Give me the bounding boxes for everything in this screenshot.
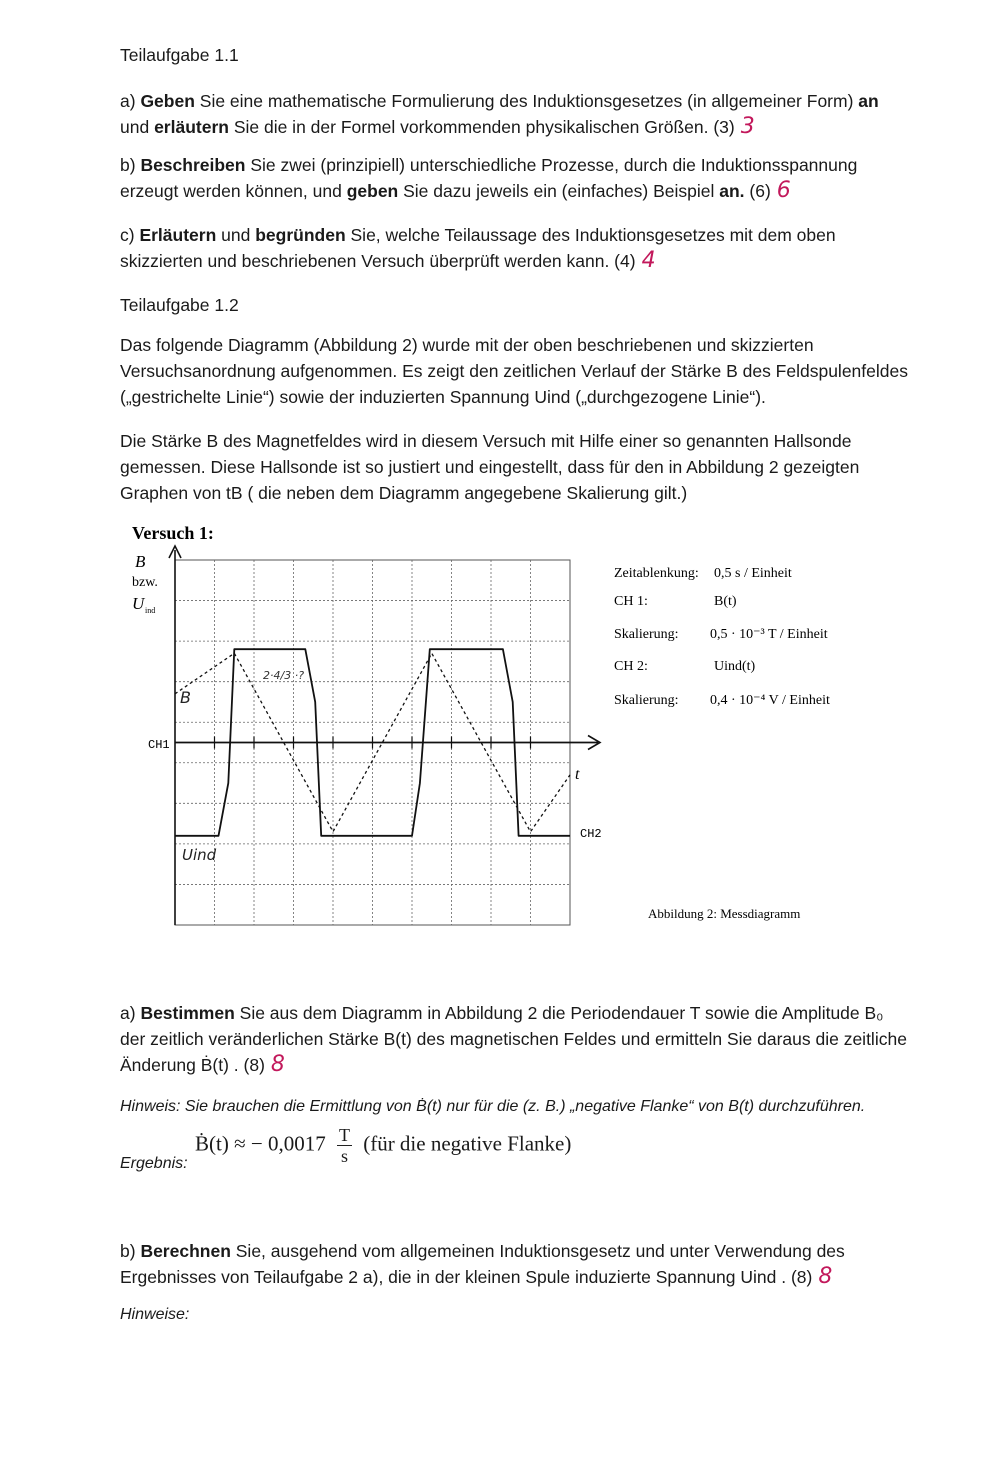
operator-word: Berechnen xyxy=(140,1241,231,1261)
question-text: (6) xyxy=(744,181,771,201)
question-text: und xyxy=(120,117,155,137)
y-axis-label-ind: ind xyxy=(145,606,156,615)
measurement-diagram xyxy=(120,515,860,935)
ch2-value: Uind(t) xyxy=(714,659,756,674)
time-label: Zeitablenkung: xyxy=(614,566,699,581)
operator-word: erläutern xyxy=(154,117,229,137)
question-text: Sie die in der Formel vorkommenden physikalischen Größen. (3) xyxy=(228,117,735,137)
operator-word: geben xyxy=(346,181,399,201)
question-prefix: b) xyxy=(120,155,141,175)
operator-word: Bestimmen xyxy=(140,1003,235,1023)
operator-word: Erläutern xyxy=(139,225,217,245)
question-prefix: b) xyxy=(120,1241,141,1261)
handwritten-label-uind: Uind xyxy=(182,846,217,864)
hint-text: Hinweis: Sie brauchen die Ermittlung von Ḃ(t) nur für die (z. B.) „negative Flanke“ von B(t) durchzuführen. xyxy=(120,1098,866,1115)
handwritten-score: 8 xyxy=(270,1052,285,1077)
ch1-name: CH 1: xyxy=(614,594,648,609)
question-1-2-b xyxy=(120,1238,910,1290)
x-axis-label: t xyxy=(575,766,580,783)
operator-word: Beschreiben xyxy=(140,155,246,175)
scale1-value: 0,5 · 10⁻³ T / Einheit xyxy=(710,627,828,642)
handwritten-score: 4 xyxy=(641,248,656,273)
unit-denominator: s xyxy=(340,1146,348,1166)
handwritten-score: 6 xyxy=(776,178,791,203)
chart-axes xyxy=(169,546,600,925)
y-axis-label-bzw: bzw. xyxy=(132,575,158,590)
oscilloscope-chart xyxy=(120,515,860,935)
handwritten-score: 3 xyxy=(740,114,755,139)
operator-word: an xyxy=(858,91,879,111)
result-unit-fraction xyxy=(337,1125,352,1166)
question-text: und xyxy=(216,225,256,245)
question-text: Sie, ausgehend vom allgemeinen Induktionsgesetz und unter Verwendung des Ergebnisses von Teilaufgabe 2 a), die in der kleinen Spule induzierte Spannung Uind . (8) xyxy=(120,1241,845,1287)
question-text: Sie zwei (prinzipiell) unterschiedliche Prozesse, durch die Induktionsspannung erzeugt werden können, und xyxy=(120,155,858,201)
y-axis-label-u: U xyxy=(132,594,145,613)
question-prefix: a) xyxy=(120,91,141,111)
handwritten-label-b: B xyxy=(180,688,191,707)
result-formula xyxy=(195,1125,571,1166)
heading-teilaufgabe-1-2: Teilaufgabe 1.2 xyxy=(120,295,239,315)
ch2-marker: CH2 xyxy=(580,827,602,841)
chart-title: Versuch 1: xyxy=(132,523,214,543)
scale1-label: Skalierung: xyxy=(614,627,679,642)
scale2-value: 0,4 · 10⁻⁴ V / Einheit xyxy=(710,693,830,708)
question-text: Sie eine mathematische Formulierung des Induktionsgesetzes (in allgemeiner Form) xyxy=(194,91,859,111)
question-1-2-a xyxy=(120,1000,910,1078)
ch1-marker: CH1 xyxy=(148,738,170,752)
operator-word: begründen xyxy=(255,225,346,245)
result-label: Ergebnis: xyxy=(120,1155,188,1172)
question-text: Sie, welche Teilaussage des Induktionsgesetzes mit dem oben skizzierten und beschriebenen Versuch überprüft werden kann. (4) xyxy=(120,225,836,271)
result-note: (für die negative Flanke) xyxy=(363,1131,572,1156)
question-text: Sie dazu jeweils ein (einfaches) Beispiel xyxy=(398,181,720,201)
channel-settings xyxy=(614,566,830,921)
unit-numerator: T xyxy=(338,1125,350,1145)
question-prefix: c) xyxy=(120,225,140,245)
question-prefix: a) xyxy=(120,1003,141,1023)
operator-word: an. xyxy=(719,181,745,201)
heading-teilaufgabe-1-1: Teilaufgabe 1.1 xyxy=(120,45,239,65)
question-1-1-b xyxy=(120,152,910,204)
scale2-label: Skalierung: xyxy=(614,693,679,708)
intro-paragraph-1: Das folgende Diagramm (Abbildung 2) wurde mit der oben beschriebenen und skizzierten Versuchsanordnung aufgenommen. Es zeigt den zeitlichen Verlauf der Stärke B des Feldspulenfeldes („gestrichelte Linie“) sowie der induzierten Spannung Uind („durchgezogene Linie“). xyxy=(120,335,908,407)
intro-paragraph-2: Die Stärke B des Magnetfeldes wird in diesem Versuch mit Hilfe einer so genannten Hallsonde gemessen. Diese Hallsonde ist so justiert und eingestellt, dass für den in Abbildung 2 gezeigten Graphen von tB ( die neben dem Diagramm angegebene Skalierung gilt.) xyxy=(120,431,860,503)
question-1-1-a xyxy=(120,88,910,140)
question-text: Sie aus dem Diagramm in Abbildung 2 die Periodendauer T sowie die Amplitude B₀ der zeitlich veränderlichen Stärke B(t) des magnetischen Feldes und ermitteln Sie daraus die zeitliche Änderung Ḃ(t) . (8) xyxy=(120,1003,907,1075)
ch2-name: CH 2: xyxy=(614,659,648,674)
result-lhs: Ḃ(t) ≈ − 0,0017 xyxy=(195,1131,326,1156)
hints-heading: Hinweise: xyxy=(120,1306,190,1323)
question-1-1-c xyxy=(120,222,910,274)
handwritten-note: 2·4/3 ·? xyxy=(263,669,305,682)
operator-word: Geben xyxy=(140,91,195,111)
y-axis-label-b: B xyxy=(135,552,146,571)
figure-caption: Abbildung 2: Messdiagramm xyxy=(648,906,801,921)
ch1-value: B(t) xyxy=(714,594,737,609)
time-value: 0,5 s / Einheit xyxy=(714,566,792,581)
handwritten-score: 8 xyxy=(818,1264,833,1289)
